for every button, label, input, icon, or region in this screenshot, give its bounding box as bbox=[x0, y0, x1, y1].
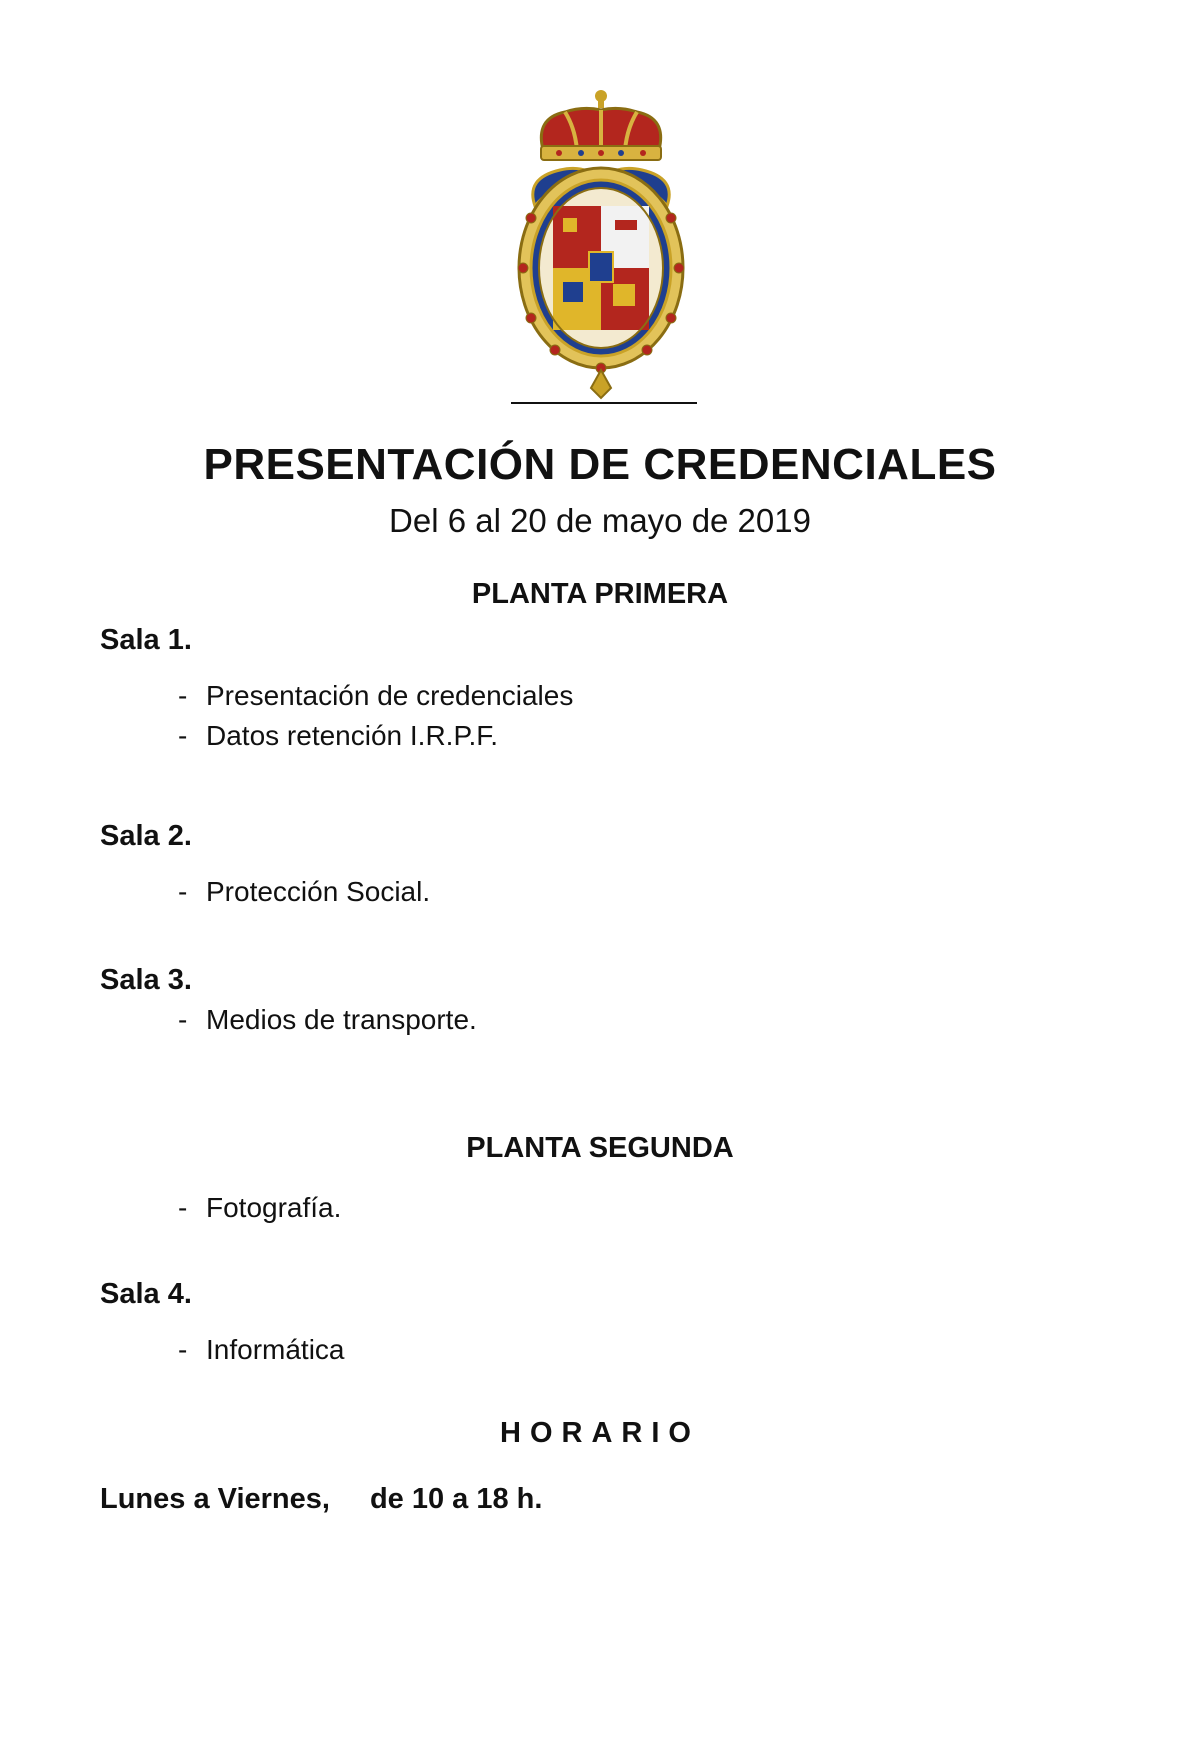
bullet-dash: - bbox=[178, 1334, 188, 1365]
room-label-sala-4: Sala 4. bbox=[100, 1278, 192, 1310]
bullet-dash: - bbox=[178, 680, 188, 711]
list-item bbox=[178, 1192, 341, 1224]
page-title: PRESENTACIÓN DE CREDENCIALES bbox=[203, 440, 997, 489]
coat-of-arms-seal-icon bbox=[505, 88, 697, 400]
schedule-days: Lunes a Viernes, bbox=[100, 1483, 330, 1515]
room-label-sala-1: Sala 1. bbox=[100, 624, 192, 656]
schedule-hours: de 10 a 18 h. bbox=[369, 1483, 543, 1515]
schedule-heading: HORARIO bbox=[500, 1417, 700, 1449]
floor-heading-segunda: PLANTA SEGUNDA bbox=[466, 1132, 734, 1164]
list-item-text: Presentación de credenciales bbox=[206, 680, 574, 711]
list-item-text: Medios de transporte. bbox=[206, 1004, 477, 1035]
list-item-text: Datos retención I.R.P.F. bbox=[206, 720, 499, 751]
bullet-dash: - bbox=[178, 720, 188, 751]
room-label-sala-2: Sala 2. bbox=[100, 820, 192, 852]
list-item bbox=[178, 1004, 477, 1036]
list-item bbox=[178, 680, 573, 712]
date-range-subtitle: Del 6 al 20 de mayo de 2019 bbox=[389, 502, 811, 539]
room-label-sala-3: Sala 3. bbox=[100, 964, 192, 996]
list-item bbox=[178, 720, 498, 752]
list-item-text: Fotografía. bbox=[206, 1192, 342, 1223]
list-item-text: Informática bbox=[206, 1334, 345, 1365]
schedule-line bbox=[100, 1483, 542, 1516]
bullet-dash: - bbox=[178, 1192, 188, 1223]
list-item bbox=[178, 1334, 345, 1366]
bullet-dash: - bbox=[178, 876, 188, 907]
crown-icon bbox=[541, 90, 661, 160]
seal-underline-divider bbox=[511, 402, 697, 404]
floor-heading-primera: PLANTA PRIMERA bbox=[471, 578, 729, 610]
list-item-text: Protección Social. bbox=[206, 876, 431, 907]
bullet-dash: - bbox=[178, 1004, 188, 1035]
list-item bbox=[178, 876, 430, 908]
